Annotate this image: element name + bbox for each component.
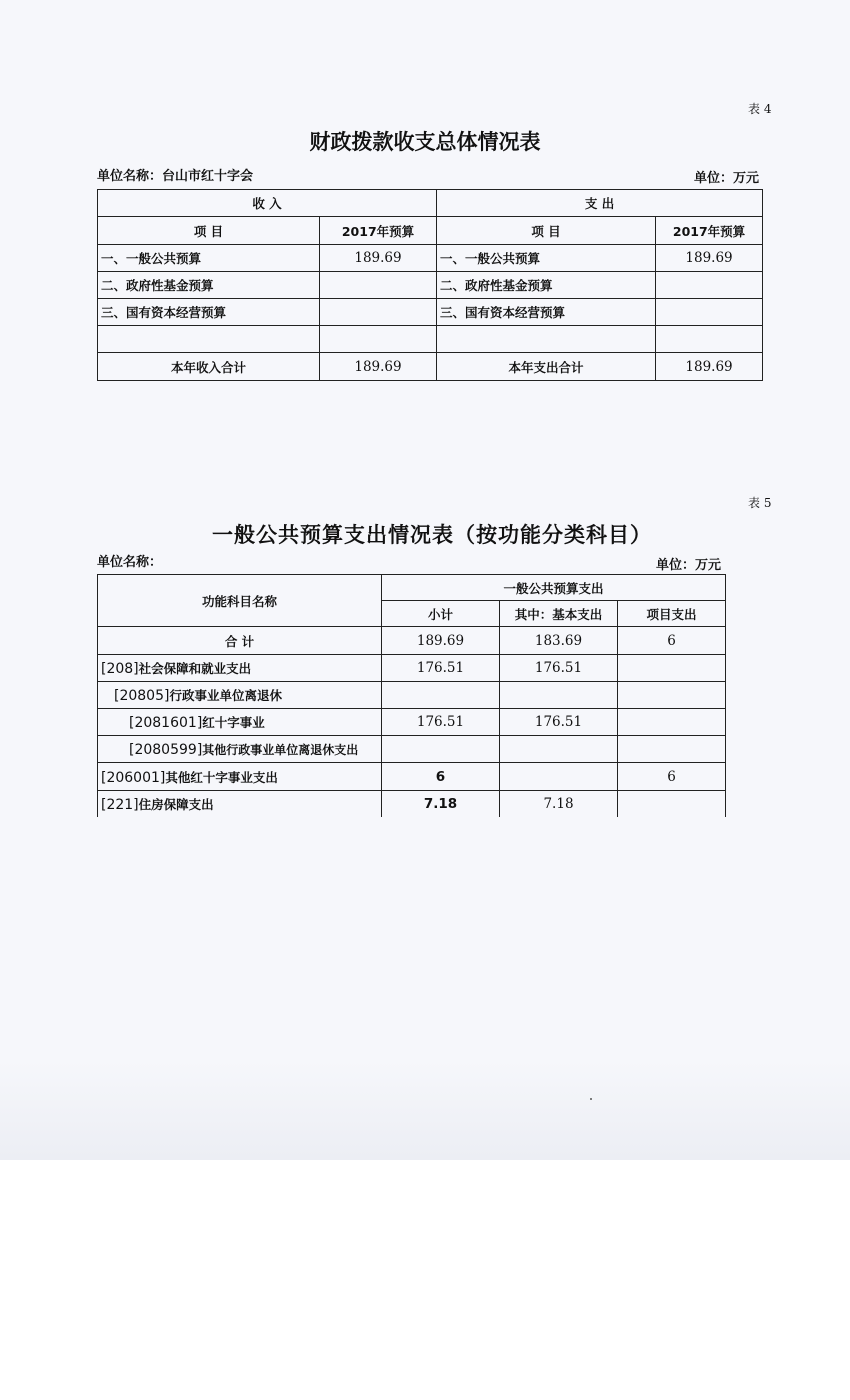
function-code: [221]: [101, 796, 139, 813]
income-item: [98, 326, 320, 353]
row-basic: 7.18: [500, 791, 618, 817]
row-subtotal: 176.51: [382, 655, 500, 682]
table5-unit: 单位：万元: [656, 558, 722, 573]
table4-title: 财政拨款收支总体情况表: [309, 129, 541, 154]
income-budget-header: 2017年预算: [320, 217, 437, 245]
row-project: [618, 655, 726, 682]
function-code: [208]: [101, 661, 139, 677]
income-value: [320, 326, 437, 353]
project-expense-header: 项目支出: [618, 601, 726, 627]
row-basic: [500, 682, 618, 709]
table-row: [98, 763, 726, 791]
table4-unit: 单位：万元: [694, 171, 760, 186]
table-row: [98, 245, 763, 272]
expense-header: 支 出: [437, 190, 763, 217]
subtotal-header: 小计: [382, 601, 500, 627]
row-basic: [500, 736, 618, 763]
general-budget-header: 一般公共预算支出: [382, 575, 726, 601]
table-row: [98, 791, 726, 817]
function-code: [206001]: [101, 769, 166, 786]
table-row: [98, 272, 763, 299]
expense-value: [656, 272, 763, 299]
row-subtotal: [382, 736, 500, 763]
table-row: [98, 682, 726, 709]
function-name: 其他红十字事业支出: [165, 769, 278, 785]
income-total-label: 本年收入合计: [98, 353, 320, 381]
row-project: [618, 736, 726, 763]
expense-item: 二、政府性基金预算: [437, 272, 656, 299]
scan-speck: [590, 1098, 592, 1100]
table-row: [98, 655, 726, 682]
income-item: 一、一般公共预算: [98, 245, 320, 272]
function-name: 社会保障和就业支出: [138, 661, 252, 676]
total-project: 6: [618, 627, 726, 655]
expense-value: [656, 326, 763, 353]
income-value: [320, 299, 437, 326]
table5-unit-name: 单位名称：: [97, 555, 163, 570]
row-basic: [500, 763, 618, 791]
page-shadow: [0, 1060, 850, 1160]
expense-item: [437, 326, 656, 353]
table-row: [98, 299, 763, 326]
basic-expense-header: 其中：基本支出: [500, 601, 618, 627]
expense-item: 一、一般公共预算: [437, 245, 656, 272]
expense-item-header: 项 目: [437, 217, 656, 245]
expense-value: [656, 299, 763, 326]
row-project: [618, 682, 726, 709]
total-row: [98, 627, 726, 655]
row-basic: 176.51: [500, 655, 618, 682]
row-subtotal: [382, 682, 500, 709]
total-label: 合 计: [98, 627, 382, 655]
table-row: [98, 736, 726, 763]
row-project: [618, 709, 726, 736]
income-value: [320, 272, 437, 299]
row-project: [618, 791, 726, 817]
row-project: 6: [618, 763, 726, 791]
total-row: [98, 353, 763, 381]
table5-title: 一般公共预算支出情况表（按功能分类科目）: [212, 522, 652, 547]
income-header: 收 入: [98, 190, 437, 217]
row-subtotal: 6: [382, 763, 500, 791]
function-code: [2081601]: [129, 715, 203, 731]
function-name: 其他行政事业单位离退休支出: [202, 742, 359, 757]
row-subtotal: 176.51: [382, 709, 500, 736]
row-subtotal: 7.18: [382, 791, 500, 817]
expense-value: 189.69: [656, 245, 763, 272]
function-expenditure-table: [97, 574, 726, 817]
expense-item: 三、国有资本经营预算: [437, 299, 656, 326]
fiscal-overview-table: [97, 189, 763, 381]
table5-tag: 表 5: [748, 496, 772, 510]
table-row: [98, 326, 763, 353]
row-basic: 176.51: [500, 709, 618, 736]
income-item: 二、政府性基金预算: [98, 272, 320, 299]
function-code: [2080599]: [129, 741, 203, 758]
function-name-header: 功能科目名称: [98, 575, 382, 627]
function-name: 住房保障支出: [138, 796, 214, 812]
function-name: 红十字事业: [202, 715, 265, 730]
income-value: 189.69: [320, 245, 437, 272]
table4-unit-name: 单位名称：台山市红十字会: [97, 169, 254, 184]
function-name: 行政事业单位离退休: [169, 688, 282, 703]
expense-total-label: 本年支出合计: [437, 353, 656, 381]
income-item: 三、国有资本经营预算: [98, 299, 320, 326]
total-basic: 183.69: [500, 627, 618, 655]
expense-total-value: 189.69: [656, 353, 763, 381]
function-code: [20805]: [114, 688, 170, 704]
table-row: [98, 709, 726, 736]
income-total-value: 189.69: [320, 353, 437, 381]
expense-budget-header: 2017年预算: [656, 217, 763, 245]
total-subtotal: 189.69: [382, 627, 500, 655]
income-item-header: 项 目: [98, 217, 320, 245]
table4-tag: 表 4: [748, 102, 772, 116]
